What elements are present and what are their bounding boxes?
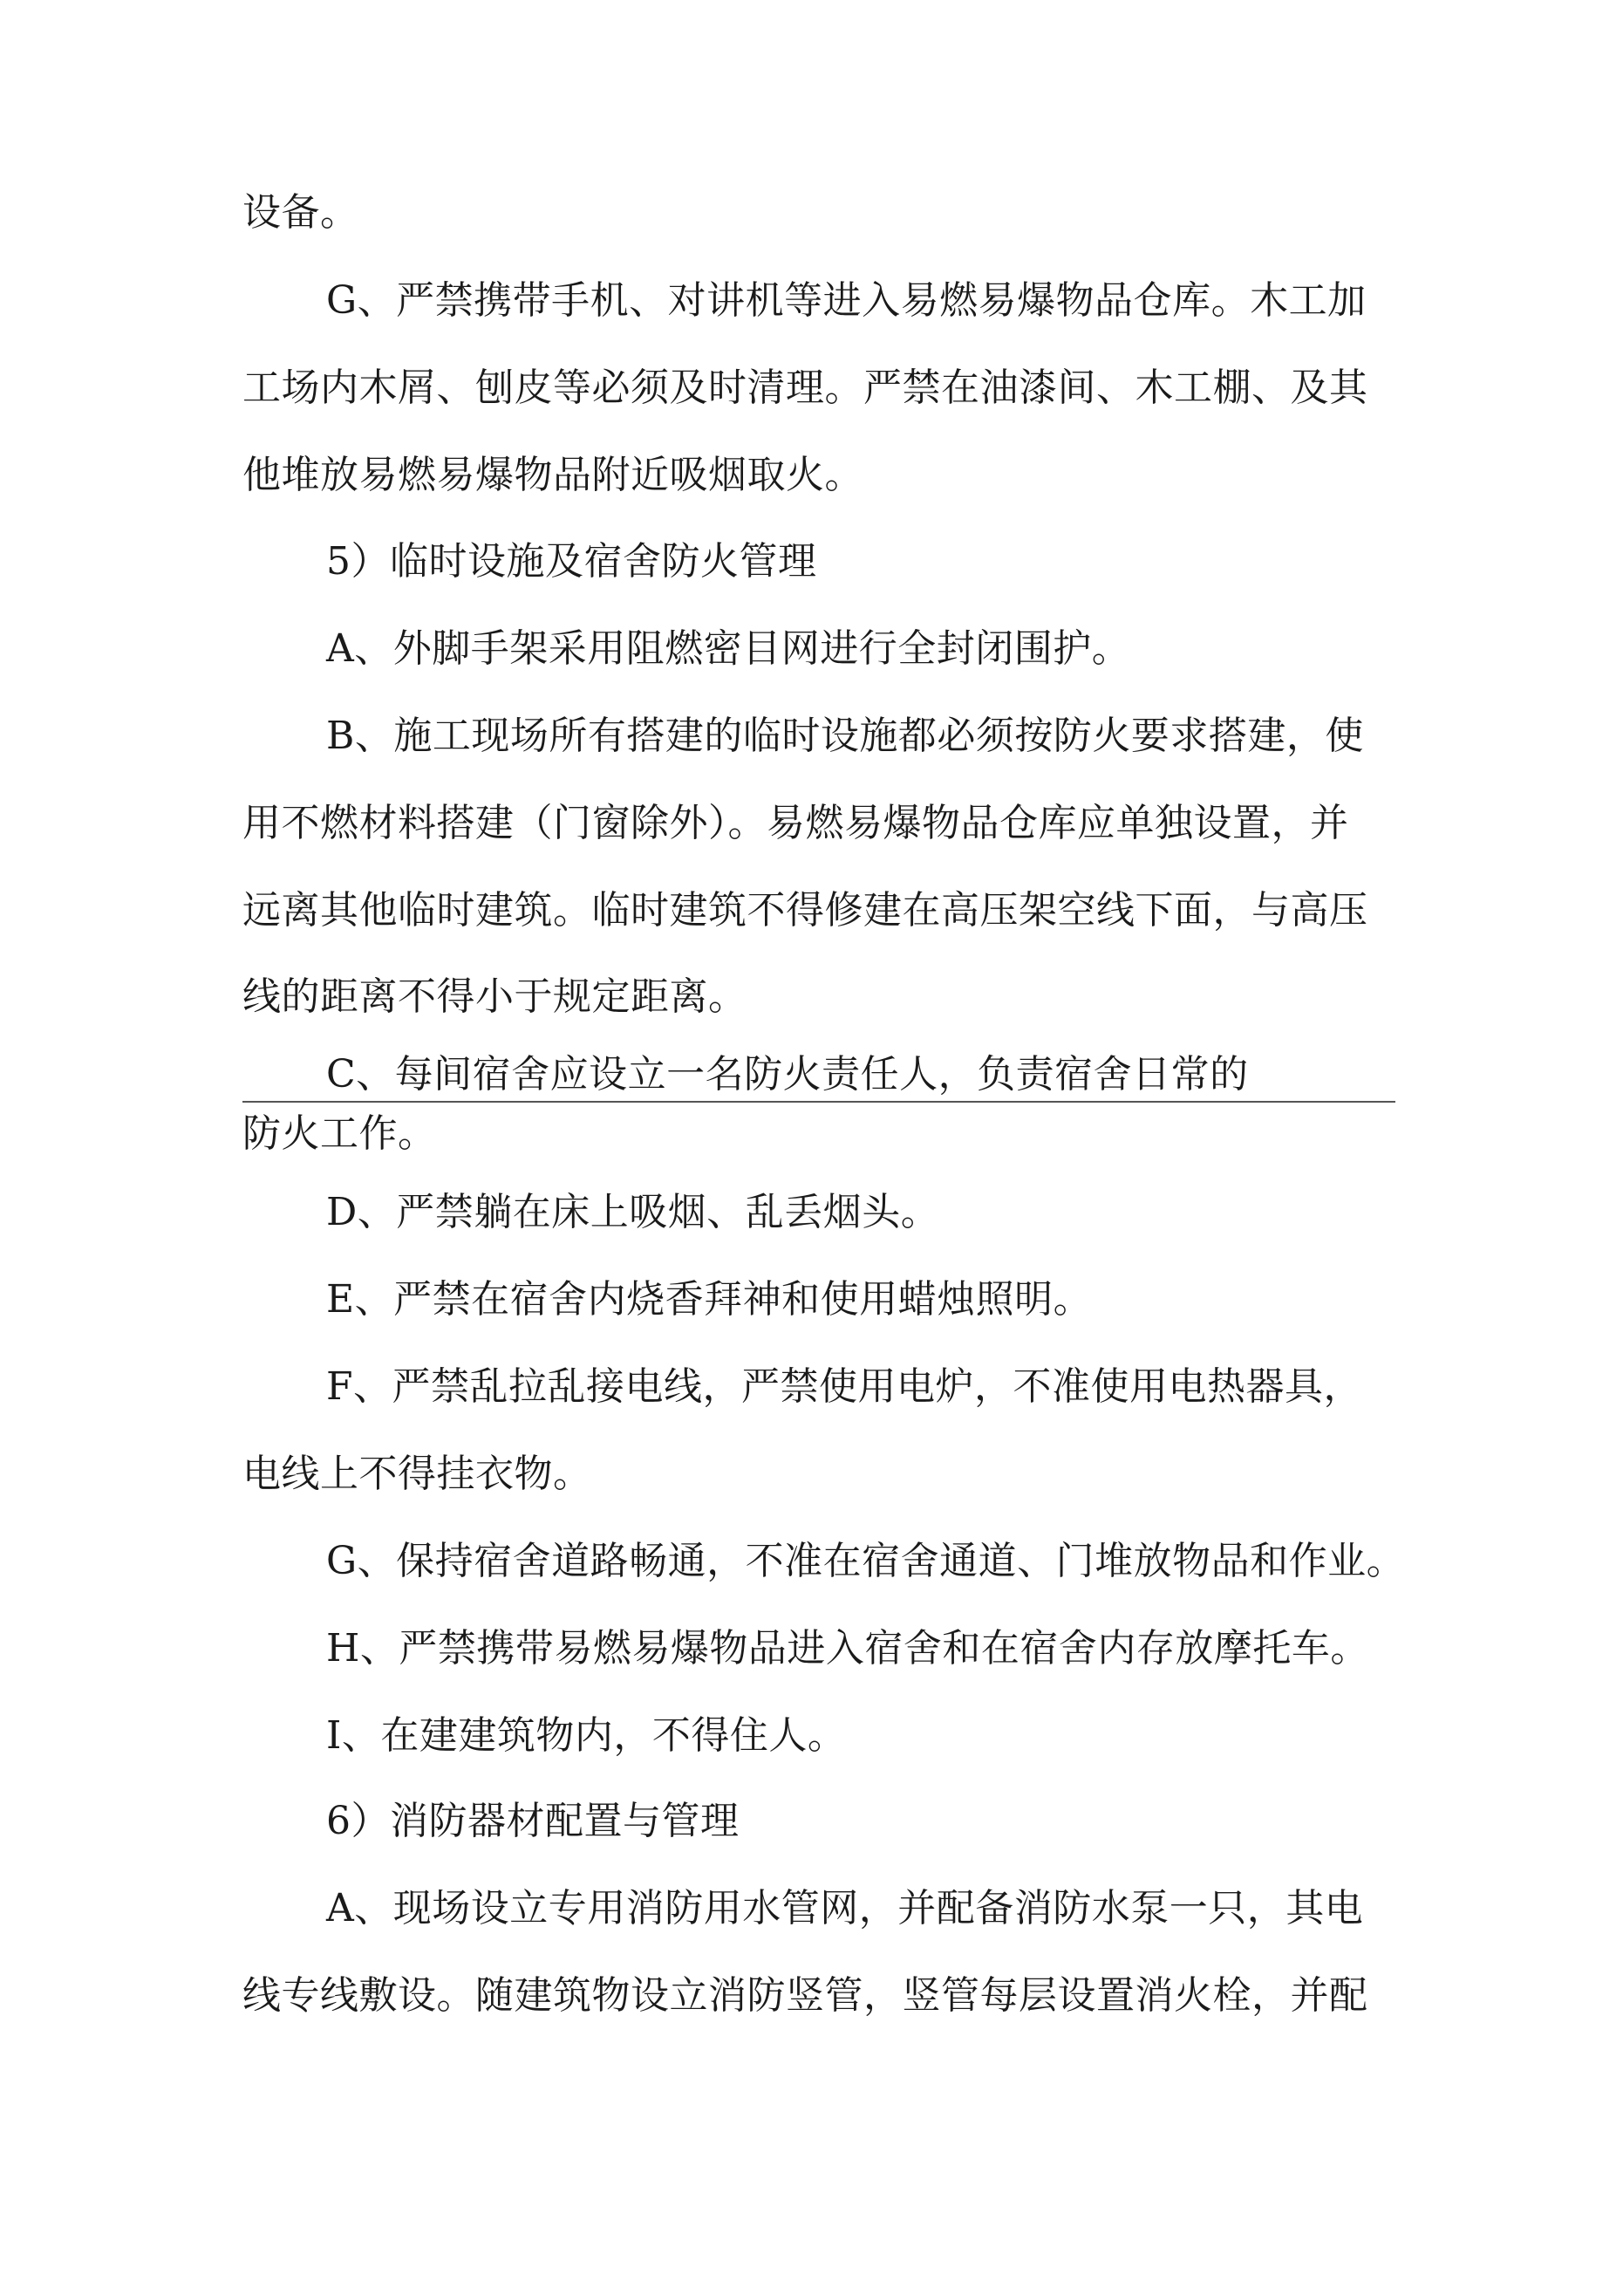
text-line: I、在建建筑物内，不得住人。: [326, 1713, 847, 1758]
text-line: F、严禁乱拉乱接电线，严禁使用电炉，不准使用电热器具，: [326, 1364, 1363, 1409]
text-line: A、现场设立专用消防用水管网，并配备消防水泵一只，其电: [326, 1886, 1364, 1930]
text-line: 远离其他临时建筑。临时建筑不得修建在高压架空线下面，与高压: [242, 888, 1368, 933]
text-line: 电线上不得挂衣物。: [242, 1452, 592, 1496]
text-line: H、严禁携带易燃易爆物品进入宿舍和在宿舍内存放摩托车。: [326, 1626, 1369, 1671]
text-line: C、每间宿舍应设立一名防火责任人，负责宿舍日常的: [326, 1052, 1249, 1097]
section-heading: 6）消防器材配置与管理: [326, 1799, 740, 1843]
text-line: G、严禁携带手机、对讲机等进入易燃易爆物品仓库。木工加: [326, 278, 1367, 323]
text-line: 设备。: [242, 190, 359, 235]
section-heading: 5）临时设施及宿舍防火管理: [326, 539, 817, 584]
text-line: 他堆放易燃易爆物品附近吸烟取火。: [242, 453, 863, 497]
text-line: D、严禁躺在床上吸烟、乱丢烟头。: [326, 1190, 940, 1234]
page-divider: [242, 1101, 1395, 1103]
text-line: 防火工作。: [242, 1111, 437, 1156]
text-line: A、外脚手架采用阻燃密目网进行全封闭围护。: [326, 626, 1131, 671]
text-line: 线专线敷设。随建筑物设立消防竖管，竖管每层设置消火栓，并配: [242, 1973, 1368, 2018]
text-line: 用不燃材料搭建（门窗除外）。易燃易爆物品仓库应单独设置，并: [242, 801, 1349, 845]
text-line: 线的距离不得小于规定距离。: [242, 974, 747, 1019]
text-line: 工场内木屑、刨皮等必须及时清理。严禁在油漆间、木工棚、及其: [242, 366, 1368, 410]
text-line: G、保持宿舍道路畅通，不准在宿舍通道、门堆放物品和作业。: [326, 1539, 1406, 1583]
text-line: E、严禁在宿舍内烧香拜神和使用蜡烛照明。: [326, 1277, 1093, 1322]
text-line: B、施工现场所有搭建的临时设施都必须按防火要求搭建，使: [326, 714, 1364, 758]
